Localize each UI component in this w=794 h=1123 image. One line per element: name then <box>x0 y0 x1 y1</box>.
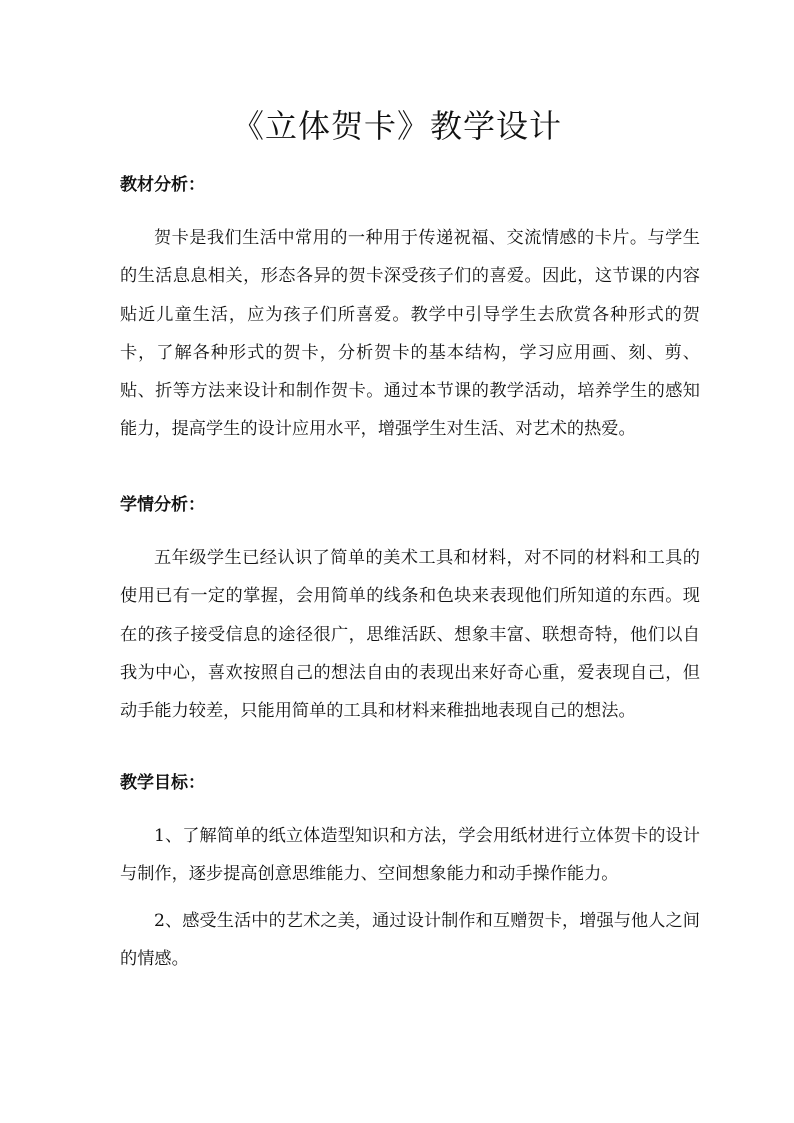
document-title: 《立体贺卡》教学设计 <box>231 107 562 145</box>
material-analysis-section <box>120 168 700 449</box>
objective-item-2: 2、感受生活中的艺术之美，通过设计制作和互赠贺卡，增强与他人之间的情感。 <box>120 910 700 969</box>
learner-analysis-section <box>120 488 700 730</box>
teaching-objectives-section <box>120 766 700 978</box>
learner-analysis-paragraph: 五年级学生已经认识了简单的美术工具和材料，对不同的材料和工具的使用已有一定的掌握，会用简单的线条和色块来表现他们所知道的东西。现在的孩子接受信息的途径很广，思维活跃、想象丰富、联想奇特，他们以自我为中心，喜欢按照自己的想法自由的表现出来好奇心重，爱表现自己，但动手能力较差，只能用简单的工具和材料来稚拙地表现自己的想法。 <box>120 548 700 722</box>
material-analysis-heading: 教材分析： <box>120 175 205 195</box>
learner-analysis-heading: 学情分析： <box>120 495 205 515</box>
objective-item-1: 1、了解简单的纸立体造型知识和方法，学会用纸材进行立体贺卡的设计与制作，逐步提高创意思维能力、空间想象能力和动手操作能力。 <box>120 826 700 885</box>
teaching-objectives-heading: 教学目标： <box>120 773 205 793</box>
material-analysis-paragraph: 贺卡是我们生活中常用的一种用于传递祝福、交流情感的卡片。与学生的生活息息相关，形态各异的贺卡深受孩子们的喜爱。因此，这节课的内容贴近儿童生活，应为孩子们所喜爱。教学中引导学生去欣赏各种形式的贺卡，了解各种形式的贺卡，分析贺卡的基本结构，学习应用画、刻、剪、贴、折等方法来设计和制作贺卡。通过本节课的教学活动，培养学生的感知能力，提高学生的设计应用水平，增强学生对生活、对艺术的热爱。 <box>120 228 700 440</box>
